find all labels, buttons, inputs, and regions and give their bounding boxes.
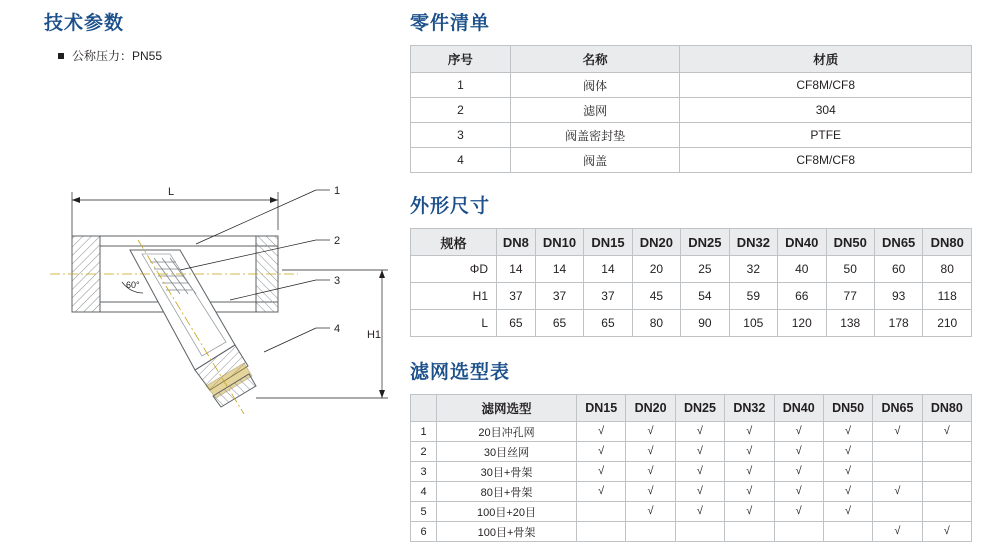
cell: 20 (632, 256, 680, 283)
table-row (411, 422, 972, 442)
cell-empty (873, 502, 922, 522)
dims-header-0: 规格 (411, 229, 497, 256)
cell-screen-type: 30目+骨架 (437, 462, 577, 482)
table-row (411, 256, 972, 283)
drawing-svg (30, 170, 390, 430)
dims-header-1: DN8 (497, 229, 536, 256)
parts-list-section (410, 8, 970, 173)
cell-name: 阀盖 (510, 148, 680, 173)
cell-material: CF8M/CF8 (680, 148, 972, 173)
cell-check: √ (774, 462, 823, 482)
cell-index: 5 (411, 502, 437, 522)
table-row (411, 148, 972, 173)
cell: 54 (681, 283, 729, 310)
cell-check: √ (774, 442, 823, 462)
cell: 90 (681, 310, 729, 337)
cell-empty (577, 522, 626, 542)
parts-header-name: 名称 (510, 46, 680, 73)
cell-name: 滤网 (510, 98, 680, 123)
tech-params-title: 技术参数 (44, 13, 125, 34)
cell-check: √ (577, 462, 626, 482)
dim-label-H1: H1 (366, 329, 382, 341)
cell-check: √ (626, 462, 675, 482)
cell-index: 4 (411, 482, 437, 502)
cell: 120 (778, 310, 826, 337)
cell-check: √ (873, 482, 922, 502)
table-row (411, 462, 972, 482)
dims-header-10: DN80 (923, 229, 972, 256)
cell-check: √ (626, 482, 675, 502)
cell-check: √ (626, 502, 675, 522)
cell-index: 4 (411, 148, 511, 173)
dims-row-label: ΦD (411, 256, 497, 283)
cell-screen-type: 80目+骨架 (437, 482, 577, 502)
y-strainer-drawing (30, 170, 390, 430)
screen-header-dn20: DN20 (626, 395, 675, 422)
table-row (411, 283, 972, 310)
cell-name: 阀盖密封垫 (510, 123, 680, 148)
cell-check: √ (675, 462, 724, 482)
cell-check: √ (577, 422, 626, 442)
parts-header-material: 材质 (680, 46, 972, 73)
cell-empty (922, 462, 971, 482)
cell: 66 (778, 283, 826, 310)
table-header-row (411, 46, 972, 73)
cell: 77 (826, 283, 874, 310)
tech-param-text: 公称压力：PN55 (72, 49, 163, 63)
cell: 37 (497, 283, 536, 310)
callout-1: 1 (334, 185, 341, 197)
cell-check: √ (823, 462, 872, 482)
cell-material: CF8M/CF8 (680, 73, 972, 98)
spec-tables-column (410, 8, 970, 556)
cell: 80 (923, 256, 972, 283)
cell: 105 (729, 310, 777, 337)
table-row (411, 442, 972, 462)
cell-empty (922, 442, 971, 462)
cell-check: √ (922, 422, 971, 442)
callout-4: 4 (334, 323, 341, 335)
cell: 65 (584, 310, 632, 337)
cell: 118 (923, 283, 972, 310)
cell: 50 (826, 256, 874, 283)
screen-selection-table (410, 394, 972, 542)
table-row (411, 98, 972, 123)
cell-empty (725, 522, 774, 542)
cell-material: PTFE (680, 123, 972, 148)
cell-check: √ (577, 482, 626, 502)
cell-index: 3 (411, 462, 437, 482)
table-row (411, 522, 972, 542)
cell-check: √ (675, 422, 724, 442)
table-row (411, 502, 972, 522)
cell: 40 (778, 256, 826, 283)
table-row (411, 73, 972, 98)
cell: 80 (632, 310, 680, 337)
screen-header-dn65: DN65 (873, 395, 922, 422)
cell-check: √ (774, 482, 823, 502)
cell-empty (823, 522, 872, 542)
cell: 65 (497, 310, 536, 337)
cell-screen-type: 100目+骨架 (437, 522, 577, 542)
dimensions-title: 外形尺寸 (410, 196, 491, 217)
cell: 93 (874, 283, 922, 310)
cell-empty (922, 482, 971, 502)
cell: 37 (584, 283, 632, 310)
cell-index: 3 (411, 123, 511, 148)
cell: 25 (681, 256, 729, 283)
cell-index: 6 (411, 522, 437, 542)
angle-label: 60° (126, 280, 140, 290)
cell: 60 (874, 256, 922, 283)
cell-check: √ (725, 462, 774, 482)
dims-header-3: DN15 (584, 229, 632, 256)
dimensions-table (410, 228, 972, 337)
dim-line-L (72, 192, 278, 236)
cell-index: 1 (411, 422, 437, 442)
dims-header-9: DN65 (874, 229, 922, 256)
cell: 14 (584, 256, 632, 283)
cell: 37 (535, 283, 583, 310)
cell-check: √ (675, 442, 724, 462)
cell-screen-type: 20目冲孔网 (437, 422, 577, 442)
cell: 32 (729, 256, 777, 283)
cell-check: √ (823, 422, 872, 442)
cell-check: √ (675, 482, 724, 502)
table-row (411, 123, 972, 148)
cell-name: 阀体 (510, 73, 680, 98)
screen-selection-section (410, 357, 970, 542)
cell-empty (922, 502, 971, 522)
cell-index: 1 (411, 73, 511, 98)
dims-header-4: DN20 (632, 229, 680, 256)
cell-check: √ (577, 442, 626, 462)
cell-empty (873, 462, 922, 482)
cell-check: √ (922, 522, 971, 542)
dims-header-2: DN10 (535, 229, 583, 256)
cell-index: 2 (411, 442, 437, 462)
strainer-basket (130, 250, 256, 407)
cell-empty (873, 442, 922, 462)
cell: 14 (535, 256, 583, 283)
cell-index: 2 (411, 98, 511, 123)
dims-header-5: DN25 (681, 229, 729, 256)
cell-material: 304 (680, 98, 972, 123)
cell-screen-type: 100目+20目 (437, 502, 577, 522)
cell: 45 (632, 283, 680, 310)
cell-empty (626, 522, 675, 542)
cell-check: √ (725, 482, 774, 502)
dims-row-label: H1 (411, 283, 497, 310)
cell: 59 (729, 283, 777, 310)
table-row (411, 310, 972, 337)
cell-screen-type: 30目丝网 (437, 442, 577, 462)
cell: 210 (923, 310, 972, 337)
cell: 178 (874, 310, 922, 337)
screen-header-dn40: DN40 (774, 395, 823, 422)
parts-header-index: 序号 (411, 46, 511, 73)
cell: 138 (826, 310, 874, 337)
dim-label-L: L (167, 186, 175, 198)
dims-header-6: DN32 (729, 229, 777, 256)
cell-check: √ (774, 502, 823, 522)
table-header-row (411, 395, 972, 422)
cell-check: √ (873, 422, 922, 442)
cell-check: √ (823, 442, 872, 462)
cell-empty (577, 502, 626, 522)
table-row (411, 482, 972, 502)
cell: 65 (535, 310, 583, 337)
table-header-row (411, 229, 972, 256)
cell-check: √ (626, 422, 675, 442)
dims-header-8: DN50 (826, 229, 874, 256)
callout-2: 2 (334, 235, 341, 247)
tech-params-section (44, 8, 394, 64)
cell-check: √ (626, 442, 675, 462)
screen-header-dn32: DN32 (725, 395, 774, 422)
cell-check: √ (823, 482, 872, 502)
cell-check: √ (675, 502, 724, 522)
cell: 14 (497, 256, 536, 283)
parts-list-title: 零件清单 (410, 13, 491, 34)
square-bullet-icon (58, 53, 64, 59)
cell-empty (774, 522, 823, 542)
screen-header-name: 滤网选型 (437, 395, 577, 422)
dims-header-7: DN40 (778, 229, 826, 256)
screen-selection-title: 滤网选型表 (410, 362, 511, 383)
screen-header-dn80: DN80 (922, 395, 971, 422)
cell-empty (675, 522, 724, 542)
cell-check: √ (873, 522, 922, 542)
dims-row-label: L (411, 310, 497, 337)
tech-param-item (58, 47, 394, 64)
screen-header-dn15: DN15 (577, 395, 626, 422)
screen-header-index (411, 395, 437, 422)
cell-check: √ (823, 502, 872, 522)
callout-3: 3 (334, 275, 341, 287)
parts-list-table (410, 45, 972, 173)
screen-header-dn50: DN50 (823, 395, 872, 422)
cell-check: √ (725, 422, 774, 442)
cell-check: √ (725, 502, 774, 522)
screen-header-dn25: DN25 (675, 395, 724, 422)
cell-check: √ (774, 422, 823, 442)
dimensions-section (410, 191, 970, 337)
cell-check: √ (725, 442, 774, 462)
